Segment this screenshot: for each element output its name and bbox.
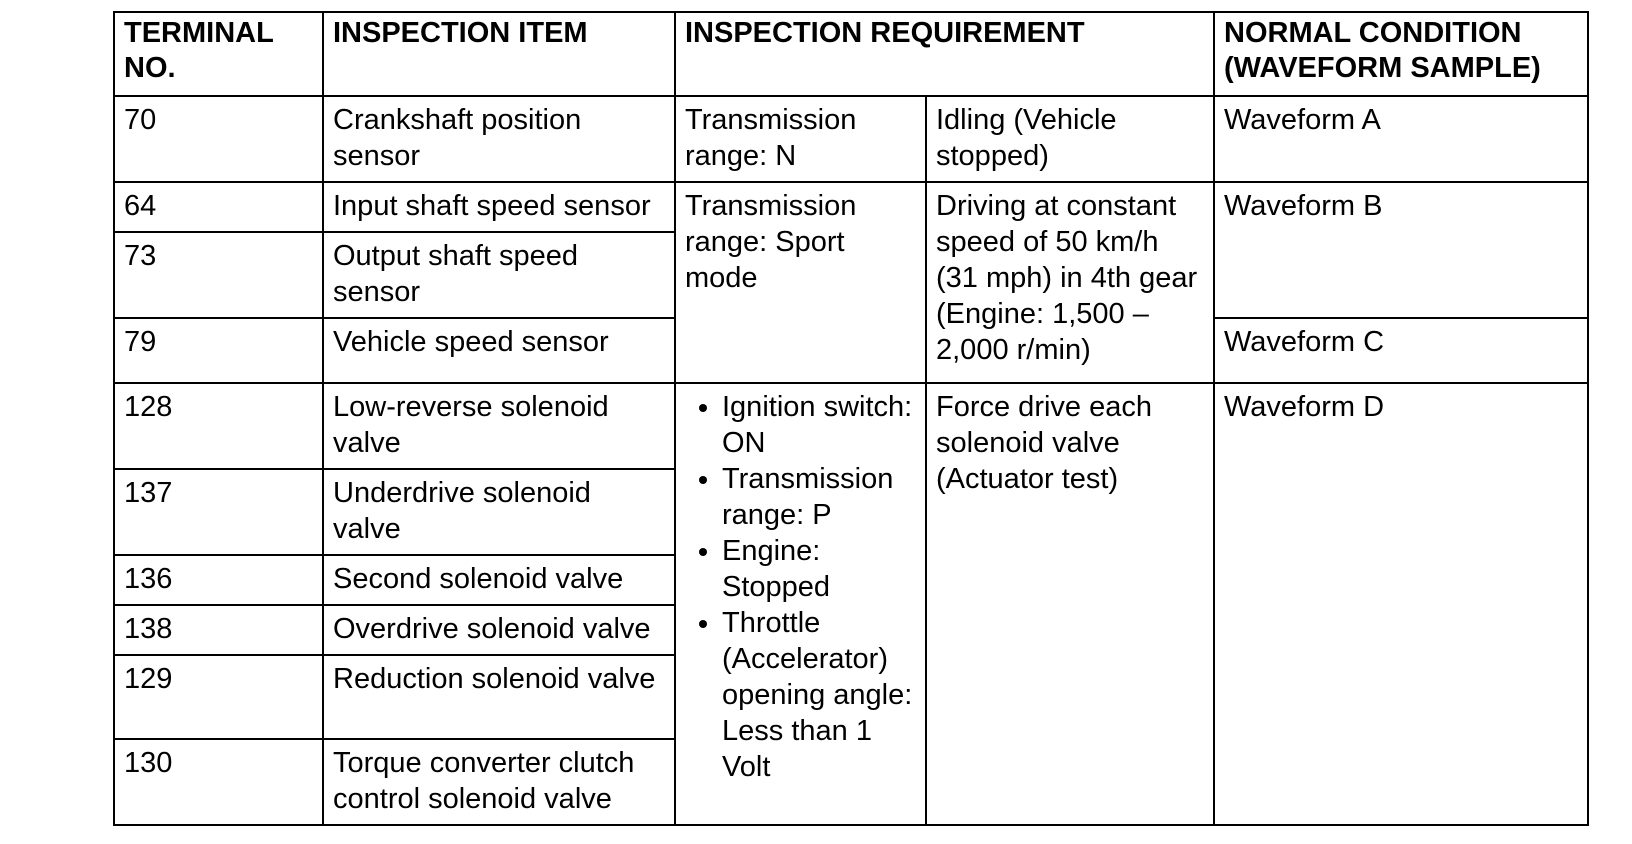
inspection-item-cell: Torque converter clutch control solenoid valve	[323, 739, 675, 825]
table-row	[114, 182, 1588, 232]
inspection-item-cell: Underdrive solenoid valve	[323, 469, 675, 555]
terminal-cell: 64	[114, 182, 323, 232]
terminal-cell: 138	[114, 605, 323, 655]
terminal-cell: 128	[114, 383, 323, 469]
table-row	[114, 96, 1588, 182]
waveform-cell: Waveform B	[1214, 182, 1588, 318]
requirement-bullet-list	[685, 389, 916, 785]
requirement-range-cell: Transmission range: Sport mode	[675, 182, 926, 383]
requirement-bullet: • Engine: Stopped	[722, 533, 916, 605]
requirement-list-cell	[675, 383, 926, 825]
requirement-bullet: • Throttle (Accelerator) opening angle: Less than 1 Volt	[722, 605, 916, 785]
terminal-cell: 136	[114, 555, 323, 605]
terminal-cell: 130	[114, 739, 323, 825]
inspection-item-cell: Reduction solenoid valve	[323, 655, 675, 739]
terminal-cell: 70	[114, 96, 323, 182]
terminal-cell: 137	[114, 469, 323, 555]
waveform-cell: Waveform C	[1214, 318, 1588, 383]
inspection-item-cell: Overdrive solenoid valve	[323, 605, 675, 655]
terminal-cell: 73	[114, 232, 323, 318]
waveform-cell: Waveform D	[1214, 383, 1588, 825]
terminal-cell: 79	[114, 318, 323, 383]
requirement-condition-cell: Idling (Vehicle stopped)	[926, 96, 1214, 182]
header-terminal-no: TERMINAL NO.	[114, 12, 323, 96]
waveform-cell: Waveform A	[1214, 96, 1588, 182]
header-inspection-item: INSPECTION ITEM	[323, 12, 675, 96]
inspection-item-cell: Second solenoid valve	[323, 555, 675, 605]
requirement-bullet: • Ignition switch: ON	[722, 389, 916, 461]
inspection-item-cell: Vehicle speed sensor	[323, 318, 675, 383]
requirement-range-cell: Transmission range: N	[675, 96, 926, 182]
inspection-item-cell: Output shaft speed sensor	[323, 232, 675, 318]
inspection-item-cell: Crankshaft position sensor	[323, 96, 675, 182]
table-row	[114, 383, 1588, 469]
header-inspection-requirement: INSPECTION REQUIREMENT	[675, 12, 1214, 96]
inspection-item-cell: Input shaft speed sensor	[323, 182, 675, 232]
requirement-bullet: • Transmission range: P	[722, 461, 916, 533]
header-normal-condition: NORMAL CONDITION (WAVEFORM SAMPLE)	[1214, 12, 1588, 96]
requirement-condition-cell: Driving at constant speed of 50 km/h (31 mph) in 4th gear (Engine: 1,500 – 2,000 r/min)	[926, 182, 1214, 383]
requirement-condition-cell: Force drive each solenoid valve (Actuator test)	[926, 383, 1214, 825]
inspection-item-cell: Low-reverse solenoid valve	[323, 383, 675, 469]
header-row	[114, 12, 1588, 96]
terminal-cell: 129	[114, 655, 323, 739]
terminal-inspection-table	[113, 11, 1589, 826]
